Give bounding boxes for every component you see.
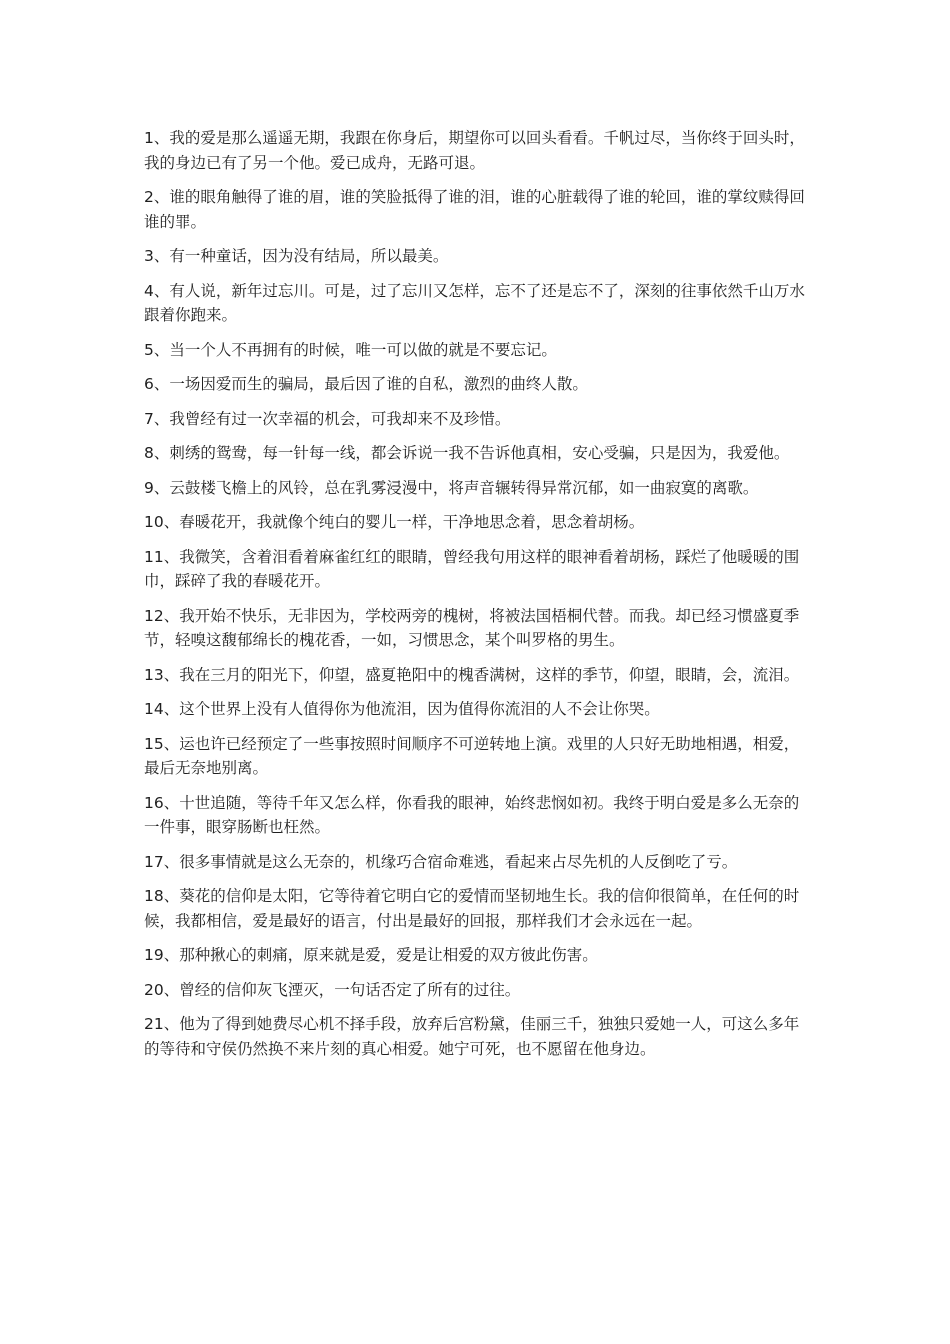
list-item: 1、我的爱是那么遥遥无期，我跟在你身后，期望你可以回头看看。千帆过尽，当你终于回头时，我的身边已有了另一个他。爱已成舟，无路可退。 xyxy=(144,129,805,172)
list-item: 20、曾经的信仰灰飞湮灭，一句话否定了所有的过往。 xyxy=(144,980,521,999)
list-item: 14、这个世界上没有人值得你为他流泪，因为值得你流泪的人不会让你哭。 xyxy=(144,700,660,718)
list-item: 5、当一个人不再拥有的时候，唯一可以做的就是不要忘记。 xyxy=(144,340,557,359)
list-item: 9、云鼓楼飞檐上的风铃，总在乳雾浸漫中，将声音辗转得异常沉郁，如一曲寂寞的离歌。 xyxy=(144,478,759,497)
list-item: 17、很多事情就是这么无奈的，机缘巧合宿命难逃，看起来占尽先机的人反倒吃了亏。 xyxy=(144,852,738,871)
list-item: 4、有人说，新年过忘川。可是，过了忘川又怎样，忘不了还是忘不了，深刻的往事依然千山万水跟着你跑来。 xyxy=(144,281,805,324)
list-item: 3、有一种童话，因为没有结局，所以最美。 xyxy=(144,247,449,265)
list-item: 15、运也许已经预定了一些事按照时间顺序不可逆转地上演。戏里的人只好无助地相遇，相爱，最后无奈地别离。 xyxy=(144,734,800,777)
list-item: 12、我开始不快乐，无非因为，学校两旁的槐树，将被法国梧桐代替。而我。却已经习惯盛夏季节，轻嗅这馥郁绵长的槐花香，一如，习惯思念，某个叫罗格的男生。 xyxy=(144,606,800,649)
list-item: 18、葵花的信仰是太阳，它等待着它明白它的爱情而坚韧地生长。我的信仰很简单，在任何的时候，我都相信，爱是最好的语言，付出是最好的回报，那样我们才会永远在一起。 xyxy=(144,887,800,930)
list-item: 7、我曾经有过一次幸福的机会，可我却来不及珍惜。 xyxy=(144,409,511,428)
list-item: 11、我微笑，含着泪看着麻雀红红的眼睛，曾经我句用这样的眼神看着胡杨，踩烂了他暖暖的围巾，踩碎了我的春暖花开。 xyxy=(144,547,800,590)
list-item: 19、那种揪心的刺痛，原来就是爱，爱是让相爱的双方彼此伤害。 xyxy=(144,946,598,964)
list-item: 13、我在三月的阳光下，仰望，盛夏艳阳中的槐香满树，这样的季节，仰望，眼睛，会，流泪。 xyxy=(144,665,800,684)
list-item: 2、谁的眼角触得了谁的眉，谁的笑脸抵得了谁的泪，谁的心脏载得了谁的轮回，谁的掌纹赎得回谁的罪。 xyxy=(144,188,805,231)
list-item: 16、十世追随，等待千年又怎么样，你看我的眼神，始终悲悯如初。我终于明白爱是多么无奈的一件事，眼穿肠断也枉然。 xyxy=(144,793,800,836)
list-item: 6、一场因爱而生的骗局，最后因了谁的自私，激烈的曲终人散。 xyxy=(144,375,588,393)
document-body xyxy=(144,126,814,1071)
list-item: 8、刺绣的鸳鸯，每一针每一线，都会诉说一我不告诉他真相，安心受骗，只是因为，我爱他。 xyxy=(144,444,790,462)
list-item: 10、春暖花开，我就像个纯白的婴儿一样，干净地思念着，思念着胡杨。 xyxy=(144,513,645,531)
list-item: 21、他为了得到她费尽心机不择手段，放弃后宫粉黛，佳丽三千，独独只爱她一人，可这么多年的等待和守侯仍然换不来片刻的真心相爱。她宁可死，也不愿留在他身边。 xyxy=(144,1015,800,1058)
